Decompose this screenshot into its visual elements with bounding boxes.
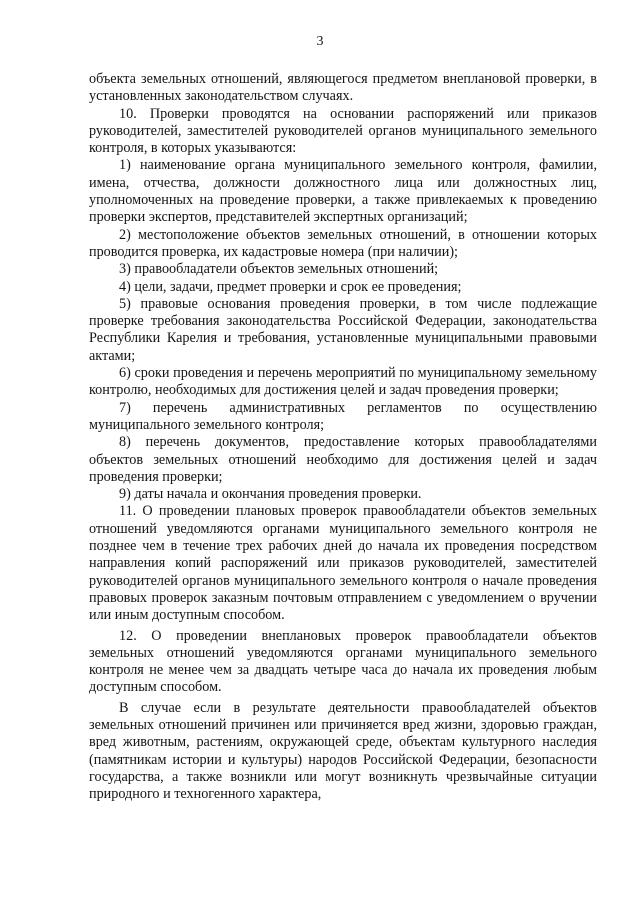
- page-number: 3: [316, 34, 324, 49]
- subitem-6: 6) сроки проведения и перечень мероприятий по муниципальному земельному контролю, необходимых для достижения целей и задач проведения проверки;: [89, 365, 597, 399]
- subitem-5: 5) правовые основания проведения проверки, в том числе подлежащие проверке требования законодательства Российской Федерации, законодательства Республики Карелия и требования, установленные муниципальными правовыми актами;: [89, 295, 597, 364]
- subitem-7: 7) перечень административных регламентов по осуществлению муниципального земельного контроля;: [89, 399, 597, 433]
- subitem-1: 1) наименование органа муниципального земельного контроля, фамилии, имена, отчества, должности должностного лица или должностных лиц, уполномоченных на проведение проверки, а также привлекаемых к проведению проверки экспертов, представителей экспертных организаций;: [89, 157, 597, 226]
- document-body: [89, 71, 597, 803]
- paragraph-harm-case: В случае если в результате деятельности правообладателей объектов земельных отношений причинен или причиняется вред жизни, здоровью граждан, вред животным, растениям, окружающей среде, объектам культурного наследия (памятникам истории и культуры) народов Российской Федерации, безопасности государства, а также возникли или могут возникнуть чрезвычайные ситуации природного и техногенного характера,: [89, 699, 597, 803]
- subitem-4: 4) цели, задачи, предмет проверки и срок ее проведения;: [119, 278, 462, 295]
- paragraph-item-11: 11. О проведении плановых проверок правообладатели объектов земельных отношений уведомляются органами муниципального земельного контроля не позднее чем в течение трех рабочих дней до начала их проведения посредством направления копий распоряжений или приказов руководителей, заместителей руководителей органов муниципального земельного контроля о начале проведения правовых проверок заказным почтовым отправлением с уведомлением о вручении или иным доступным способом.: [89, 503, 597, 624]
- paragraph-item-10: 10. Проверки проводятся на основании распоряжений или приказов руководителей, заместителей руководителей органов муниципального земельного контроля, в которых указываются:: [89, 105, 597, 157]
- subitem-8: 8) перечень документов, предоставление которых правообладателями объектов земельных отношений необходимо для достижения целей и задач проведения проверки;: [89, 434, 597, 485]
- subitem-3: 3) правообладатели объектов земельных отношений;: [119, 261, 439, 278]
- subitem-2: 2) местоположение объектов земельных отношений, в отношении которых проводится проверка, их кадастровые номера (при наличии);: [89, 226, 597, 260]
- subitem-9: 9) даты начала и окончания проведения проверки.: [119, 486, 422, 503]
- paragraph-item-12: 12. О проведении внеплановых проверок правообладатели объектов земельных отношений уведомляются органами муниципального земельного контроля не менее чем за двадцать четыре часа до начала их проведения любым доступным способом.: [89, 627, 597, 696]
- paragraph-continuation: объекта земельных отношений, являющегося предметом внеплановой проверки, в установленных законодательством случаях.: [89, 71, 597, 105]
